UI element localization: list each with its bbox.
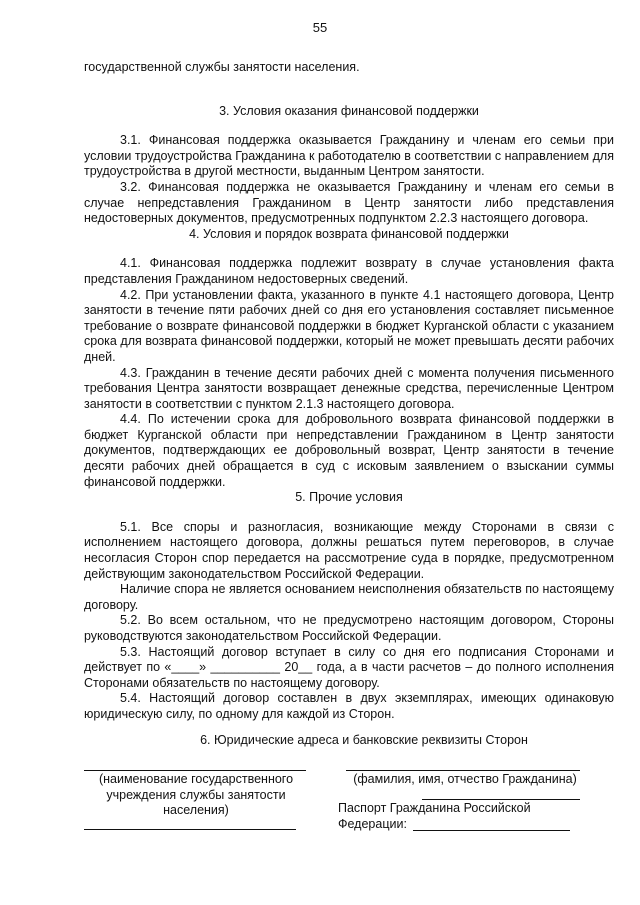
clause-5-4: 5.4. Настоящий договор составлен в двух экземплярах, имеющих одинаковую юридическую силу, по одному для каждой из Сторон.: [84, 691, 614, 721]
right-extra-line: [422, 799, 580, 800]
clause-5-1: 5.1. Все споры и разногласия, возникающие между Сторонами в связи с исполнением настоящего договора, должны решаться путем переговоров, в случае несогласия Сторон спор передается на рассмотрение суда в порядке, предусмотренном действующим законодательством Российской Федерации.: [84, 519, 614, 581]
clause-4-2: 4.2. При установлении факта, указанного в пункте 4.1 настоящего договора, Центр занятости в течение пяти рабочих дней со дня его установления составляет письменное требование о возврате финансовой поддержки в бюджет Курганской области с указанием срока для возврата финансовой поддержки, который не может превышать десяти рабочих дней.: [84, 287, 614, 364]
clause-5-3: 5.3. Настоящий договор вступает в силу со дня его подписания Сторонами и действует по «____» __________ 20__ года, а в части расчетов – до полного исполнения Сторонами обязательств по настоящему договору.: [84, 644, 614, 690]
clause-4-1: 4.1. Финансовая поддержка подлежит возврату в случае установления факта представления Гражданином недостоверных сведений.: [84, 256, 614, 286]
passport-line: [413, 830, 570, 831]
page-number: 55: [312, 20, 328, 35]
left-signature-line: [84, 829, 296, 830]
clause-5-1-continued: Наличие спора не является основанием неисполнения обязательств по настоящему договору.: [84, 582, 614, 612]
signature-block: [0, 760, 640, 880]
left-name-line: [84, 770, 306, 771]
section-3-heading: 3. Условия оказания финансовой поддержки: [219, 103, 479, 118]
section-4-heading: 4. Условия и порядок возврата финансовой поддержки: [189, 226, 509, 241]
right-name-caption: (фамилия, имя, отчество Гражданина): [353, 772, 577, 786]
right-name-line: [346, 770, 580, 771]
clause-4-4: 4.4. По истечении срока для добровольного возврата финансовой поддержки в бюджет Курганской области при непредставлении Гражданином в Центр занятости документов, подтверждающих ее добровольный возврат, Центр занятости в течение десяти рабочих дней обращается в суд с исковым заявлением о взыскании суммы финансовой поддержки.: [84, 412, 614, 489]
clause-4-3: 4.3. Гражданин в течение десяти рабочих дней с момента получения письменного требования Центра занятости возвращает денежные средства, перечисленные Центром занятости в соответствии с пунктом 2.1.3 настоящего договора.: [84, 365, 614, 411]
passport-label: Паспорт Гражданина Российской Федерации:: [338, 801, 531, 831]
section-6-heading: 6. Юридические адреса и банковские реквизиты Сторон: [200, 732, 528, 747]
document-body: [84, 60, 614, 748]
clause-3-2: 3.2. Финансовая поддержка не оказывается Гражданину и членам его семьи в случае непредставления Гражданином в Центр занятости либо представления недостоверных документов, предусмотренных подпунктом 2.2.3 настоящего договора.: [84, 179, 614, 226]
left-name-caption: (наименование государственного учреждения службы занятости населения): [98, 772, 294, 817]
carry-over-line: государственной службы занятости населения.: [84, 60, 360, 74]
clause-3-1: 3.1. Финансовая поддержка оказывается Гражданину и членам его семьи при условии трудоустройства Гражданина к работодателю в соответствии с направлением для трудоустройства в другой местности, выданным Центром занятости.: [84, 133, 614, 179]
clause-5-2: 5.2. Во всем остальном, что не предусмотрено настоящим договором, Стороны руководствуются законодательством Российской Федерации.: [84, 613, 614, 643]
section-5-heading: 5. Прочие условия: [295, 490, 403, 505]
